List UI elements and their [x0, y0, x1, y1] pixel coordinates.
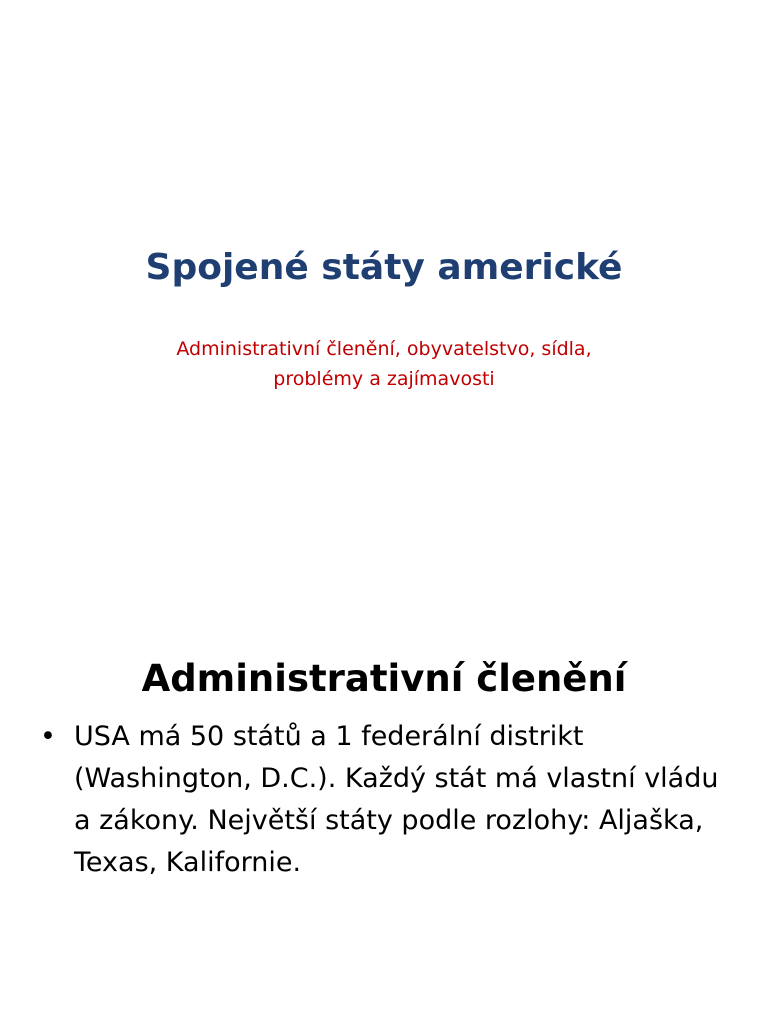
bullet-line-2: (Washington, D.C.). Každý stát má vlastní vládu	[74, 763, 719, 794]
bullet-icon: •	[40, 721, 56, 752]
title-slide-subtitle	[0, 334, 768, 394]
content-slide	[0, 512, 768, 1024]
bullet-line-4: Texas, Kalifornie.	[74, 847, 302, 878]
bullet-line-3: a zákony. Největší státy podle rozlohy: Aljaška,	[74, 805, 704, 836]
bullet-list	[40, 716, 740, 884]
bullet-line-1: USA má 50 států a 1 federální distrikt	[74, 721, 584, 752]
content-slide-heading: Administrativní členění	[141, 656, 627, 700]
subtitle-line-1: Administrativní členění, obyvatelstvo, sídla,	[176, 338, 592, 360]
bullet-item	[40, 716, 740, 884]
title-slide-heading: Spojené státy americké	[145, 247, 623, 289]
subtitle-line-2: problémy a zajímavosti	[273, 368, 495, 390]
bullet-text	[74, 716, 740, 884]
